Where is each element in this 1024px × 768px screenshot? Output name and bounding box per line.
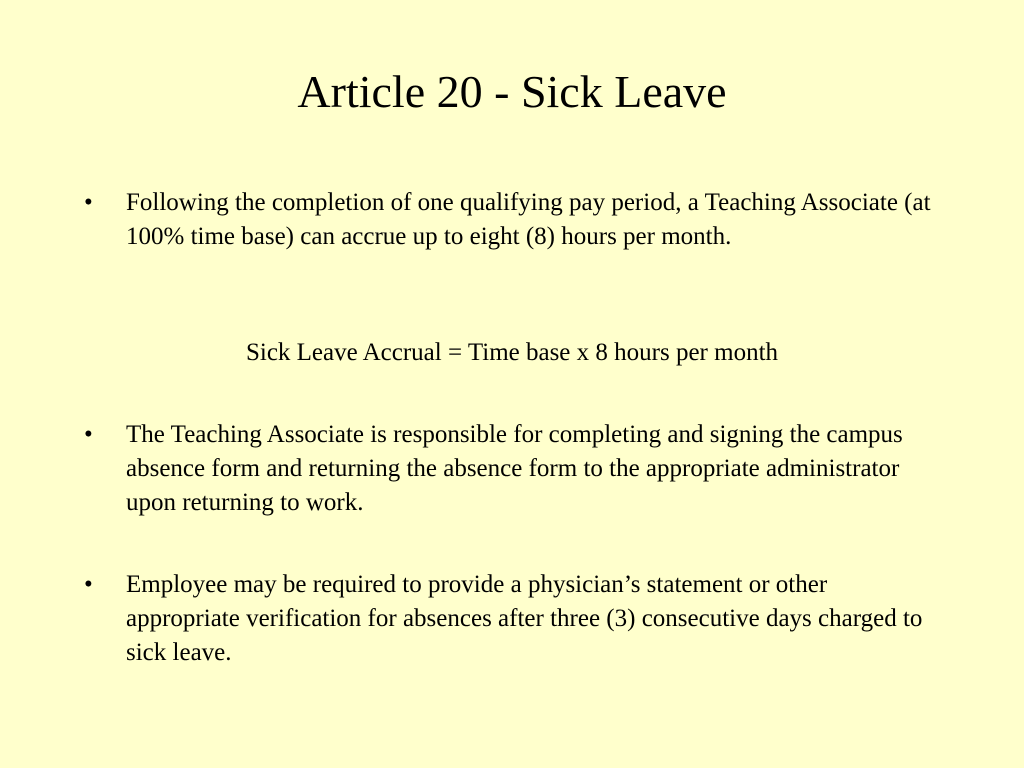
bullet-item-accrual: [84, 186, 944, 254]
bullet-text: Employee may be required to provide a physician’s statement or other appropriate verification for absences after three (3) consecutive days charged to sick leave.: [126, 571, 923, 666]
bullet-icon: •: [84, 189, 93, 216]
bullet-text: Following the completion of one qualifying pay period, a Teaching Associate (at 100% time base) can accrue up to eight (8) hours per month.: [126, 189, 931, 250]
slide-title: Article 20 - Sick Leave: [297, 66, 727, 117]
bullet-item-verification: [84, 568, 944, 670]
bullet-item-absence-form: [84, 418, 944, 520]
bullet-icon: •: [84, 571, 93, 598]
bullet-text: The Teaching Associate is responsible for completing and signing the campus absence form and returning the absence form to the appropriate administrator upon returning to work.: [126, 421, 903, 516]
bullet-icon: •: [84, 421, 93, 448]
accrual-formula: Sick Leave Accrual = Time base x 8 hours per month: [245, 339, 779, 366]
